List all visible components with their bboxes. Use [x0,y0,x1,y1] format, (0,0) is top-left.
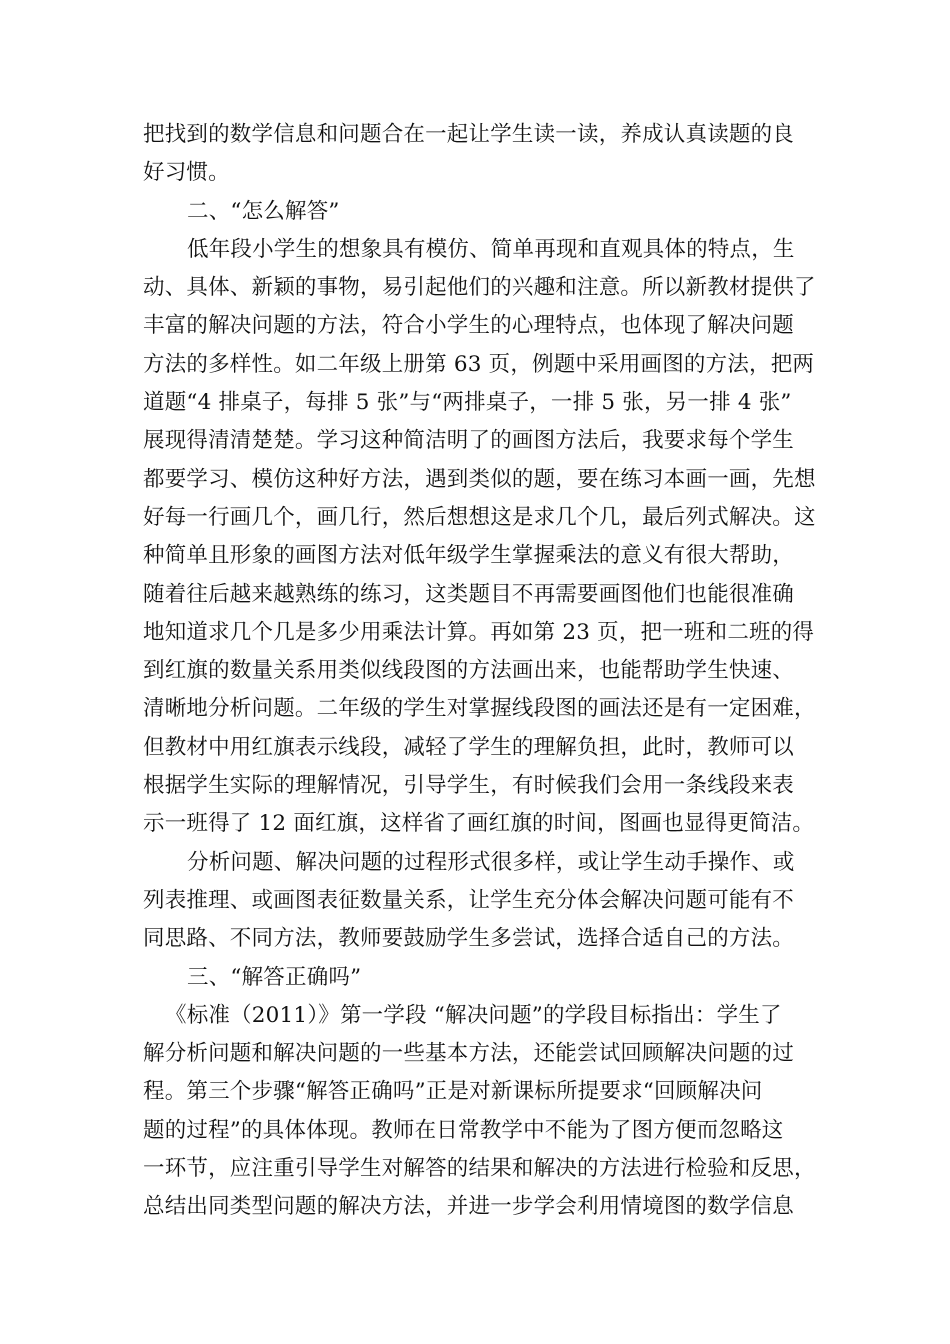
paragraph-line: 同思路、不同方法，教师要鼓励学生多尝试，选择合适自己的方法。 [143,926,795,952]
paragraph-line: 把找到的数学信息和问题合在一起让学生读一读，养成认真读题的良 [143,122,795,147]
paragraph-line: 一环节，应注重引导学生对解答的结果和解决的方法进行检验和反思， [143,1156,816,1182]
paragraph-line: 丰富的解决问题的方法，符合小学生的心理特点，也体现了解决问题 [143,313,795,339]
paragraph-line: 动、具体、新颖的事物，易引起他们的兴趣和注意。所以新教材提供了 [143,275,816,301]
paragraph-line: 列表推理、或画图表征数量关系，让学生充分体会解决问题可能有不 [143,887,795,913]
paragraph-line: 地知道求几个几是多少用乘法计算。再如第 23 页，把一班和二班的得 [143,619,815,645]
document-body [143,116,816,1227]
paragraph-line: 解分析问题和解决问题的一些基本方法，还能尝试回顾解决问题的过 [143,1041,795,1067]
paragraph-line: 好每一行画几个，画几行，然后想想这是求几个几，最后列式解决。这 [143,504,816,530]
paragraph-line: 示一班得了 12 面红旗，这样省了画红旗的时间，图画也显得更简洁。 [143,811,815,837]
paragraph-line: 根据学生实际的理解情况，引导学生，有时候我们会用一条线段来表 [143,773,795,799]
section-heading-2: 二、“怎么解答” [187,198,340,224]
paragraph-line: 种简单且形象的画图方法对低年级学生掌握乘法的意义有很大帮助， [143,543,795,569]
paragraph-line: 都要学习、模仿这种好方法，遇到类似的题，要在练习本画一画，先想 [143,466,816,492]
paragraph-line: 好习惯。 [143,160,230,186]
paragraph-line: 题的过程”的具体体现。教师在日常教学中不能为了图方便而忽略这 [143,1117,784,1143]
paragraph-line: 低年段小学生的想象具有模仿、简单再现和直观具体的特点，生 [187,236,795,262]
paragraph-line: 方法的多样性。如二年级上册第 63 页，例题中采用画图的方法，把两 [143,351,815,377]
paragraph-line: 《标准（2011）》第一学段 “解决问题”的学段目标指出：学生了 [165,1002,782,1028]
paragraph-line: 清晰地分析问题。二年级的学生对掌握线段图的画法还是有一定困难， [143,696,816,722]
paragraph-line: 总结出同类型问题的解决方法，并进一步学会利用情境图的数学信息 [143,1194,795,1220]
paragraph-line: 展现得清清楚楚。学习这种简洁明了的画图方法后，我要求每个学生 [143,428,795,454]
paragraph-line: 随着往后越来越熟练的练习，这类题目不再需要画图他们也能很准确 [143,581,795,607]
paragraph-line: 但教材中用红旗表示线段，减轻了学生的理解负担，此时，教师可以 [143,734,795,760]
section-heading-3: 三、“解答正确吗” [187,964,362,990]
paragraph-line: 到红旗的数量关系用类似线段图的方法画出来，也能帮助学生快速、 [143,658,795,684]
paragraph-line: 分析问题、解决问题的过程形式很多样，或让学生动手操作、或 [187,849,795,875]
paragraph-line: 道题“4 排桌子，每排 5 张”与“两排桌子，一排 5 张，另一排 4 张” [143,390,792,416]
paragraph-line: 程。第三个步骤“解答正确吗”正是对新课标所提要求“回顾解决问 [143,1079,763,1105]
